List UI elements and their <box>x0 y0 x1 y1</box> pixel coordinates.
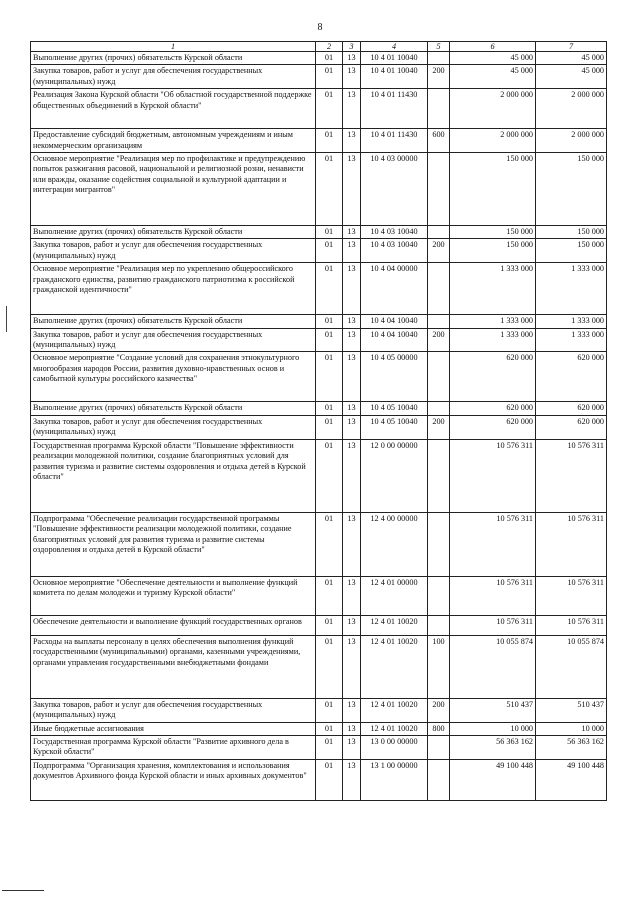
table-row <box>31 226 607 239</box>
row-amount-2: 150 000 <box>536 226 607 239</box>
row-name: Обеспечение деятельности и выполнение функций государственных органов <box>31 615 316 635</box>
row-amount-1: 150 000 <box>450 226 536 239</box>
row-section: 01 <box>316 263 343 315</box>
row-target-code: 10 4 01 10040 <box>361 52 428 65</box>
row-subsection: 13 <box>343 352 361 402</box>
row-expense-type <box>428 153 450 226</box>
table-row <box>31 735 607 759</box>
row-amount-2: 620 000 <box>536 415 607 439</box>
row-target-code: 10 4 01 10040 <box>361 65 428 89</box>
row-section: 01 <box>316 722 343 735</box>
row-subsection: 13 <box>343 735 361 759</box>
table-row <box>31 328 607 352</box>
row-expense-type: 800 <box>428 722 450 735</box>
row-section: 01 <box>316 226 343 239</box>
table-row <box>31 65 607 89</box>
row-section: 01 <box>316 402 343 415</box>
row-expense-type: 600 <box>428 129 450 153</box>
row-expense-type: 100 <box>428 635 450 698</box>
row-subsection: 13 <box>343 635 361 698</box>
row-section: 01 <box>316 415 343 439</box>
row-amount-2: 2 000 000 <box>536 129 607 153</box>
row-amount-1: 620 000 <box>450 415 536 439</box>
row-expense-type <box>428 439 450 512</box>
row-amount-2: 56 363 162 <box>536 735 607 759</box>
header-row <box>31 42 607 52</box>
row-name: Основное мероприятие "Реализация мер по профилактике и предупреждению попыток разжигания расовой, национальной и религиозной розни, ненависти или вражды, оказание содействия социальной и культурной адаптации и интеграции мигрантов" <box>31 153 316 226</box>
header-cell: 6 <box>450 42 536 52</box>
row-amount-1: 2 000 000 <box>450 129 536 153</box>
margin-mark <box>6 306 7 332</box>
row-subsection: 13 <box>343 415 361 439</box>
table-row <box>31 759 607 800</box>
row-section: 01 <box>316 512 343 576</box>
row-expense-type <box>428 402 450 415</box>
row-target-code: 10 4 04 10040 <box>361 328 428 352</box>
row-amount-1: 56 363 162 <box>450 735 536 759</box>
row-subsection: 13 <box>343 153 361 226</box>
row-target-code: 10 4 04 00000 <box>361 263 428 315</box>
row-target-code: 10 4 03 10040 <box>361 226 428 239</box>
row-expense-type <box>428 263 450 315</box>
row-expense-type <box>428 576 450 615</box>
row-amount-1: 10 576 311 <box>450 512 536 576</box>
row-subsection: 13 <box>343 315 361 328</box>
row-amount-2: 45 000 <box>536 52 607 65</box>
row-name: Государственная программа Курской области "Развитие архивного дела в Курской области" <box>31 735 316 759</box>
row-target-code: 12 4 01 10020 <box>361 698 428 722</box>
row-section: 01 <box>316 759 343 800</box>
row-amount-1: 49 100 448 <box>450 759 536 800</box>
row-name: Расходы на выплаты персоналу в целях обеспечения выполнения функций государственными (муниципальными) органами, казенными учреждениями, органами управления государственными внебюджетными фондами <box>31 635 316 698</box>
row-expense-type <box>428 615 450 635</box>
row-section: 01 <box>316 65 343 89</box>
row-amount-1: 620 000 <box>450 352 536 402</box>
row-amount-2: 2 000 000 <box>536 89 607 129</box>
budget-table <box>30 41 607 801</box>
row-expense-type <box>428 226 450 239</box>
header-cell: 3 <box>343 42 361 52</box>
row-section: 01 <box>316 439 343 512</box>
row-target-code: 12 4 01 00000 <box>361 576 428 615</box>
row-name: Выполнение других (прочих) обязательств Курской области <box>31 402 316 415</box>
row-name: Подпрограмма "Организация хранения, комплектования и использования документов Архивного фонда Курской области и иных архивных документов" <box>31 759 316 800</box>
row-section: 01 <box>316 735 343 759</box>
row-amount-2: 1 333 000 <box>536 328 607 352</box>
row-amount-2: 620 000 <box>536 402 607 415</box>
row-section: 01 <box>316 153 343 226</box>
row-section: 01 <box>316 89 343 129</box>
table-row <box>31 576 607 615</box>
row-name: Основное мероприятие "Реализация мер по укреплению общероссийского гражданского единства, развитию гражданского патриотизма к российской гражданской идентичности" <box>31 263 316 315</box>
row-amount-2: 510 437 <box>536 698 607 722</box>
row-expense-type <box>428 315 450 328</box>
row-amount-1: 620 000 <box>450 402 536 415</box>
row-name: Закупка товаров, работ и услуг для обеспечения государственных (муниципальных) нужд <box>31 328 316 352</box>
table-row <box>31 263 607 315</box>
row-name: Выполнение других (прочих) обязательств Курской области <box>31 52 316 65</box>
row-name: Закупка товаров, работ и услуг для обеспечения государственных (муниципальных) нужд <box>31 65 316 89</box>
table-row <box>31 52 607 65</box>
row-subsection: 13 <box>343 722 361 735</box>
row-name: Подпрограмма "Обеспечение реализации государственной программы "Повышение эффективности реализации молодежной политики, создание благоприятных условий для развития туризма и развитие системы оздоровления и отдыха детей в Курской области" <box>31 512 316 576</box>
row-target-code: 12 4 01 10020 <box>361 635 428 698</box>
row-target-code: 10 4 05 10040 <box>361 415 428 439</box>
row-target-code: 10 4 03 10040 <box>361 239 428 263</box>
row-expense-type: 200 <box>428 239 450 263</box>
row-subsection: 13 <box>343 615 361 635</box>
header-cell: 4 <box>361 42 428 52</box>
footer-line <box>2 890 44 891</box>
row-target-code: 10 4 03 00000 <box>361 153 428 226</box>
header-cell: 1 <box>31 42 316 52</box>
row-amount-2: 620 000 <box>536 352 607 402</box>
row-subsection: 13 <box>343 129 361 153</box>
row-section: 01 <box>316 129 343 153</box>
row-amount-2: 10 576 311 <box>536 439 607 512</box>
row-amount-1: 10 055 874 <box>450 635 536 698</box>
table-row <box>31 89 607 129</box>
table-row <box>31 315 607 328</box>
row-expense-type: 200 <box>428 415 450 439</box>
row-subsection: 13 <box>343 226 361 239</box>
row-expense-type <box>428 512 450 576</box>
row-name: Иные бюджетные ассигнования <box>31 722 316 735</box>
header-cell: 7 <box>536 42 607 52</box>
row-name: Государственная программа Курской области "Повышение эффективности реализации молодежной политики, создание благоприятных условий для развития туризма и развитие системы оздоровления и отдыха детей в Курской области" <box>31 439 316 512</box>
row-subsection: 13 <box>343 698 361 722</box>
row-amount-2: 10 576 311 <box>536 576 607 615</box>
table-row <box>31 402 607 415</box>
row-name: Выполнение других (прочих) обязательств Курской области <box>31 226 316 239</box>
row-amount-2: 150 000 <box>536 239 607 263</box>
row-expense-type <box>428 89 450 129</box>
row-name: Основное мероприятие "Создание условий для сохранения этнокультурного многообразия народов России, развития духовно-нравственных основ и самобытной культуры российского казачества" <box>31 352 316 402</box>
row-section: 01 <box>316 576 343 615</box>
row-amount-1: 510 437 <box>450 698 536 722</box>
table-row <box>31 615 607 635</box>
row-amount-2: 45 000 <box>536 65 607 89</box>
table-row <box>31 512 607 576</box>
row-target-code: 12 4 01 10020 <box>361 615 428 635</box>
row-section: 01 <box>316 239 343 263</box>
table-row <box>31 439 607 512</box>
row-subsection: 13 <box>343 512 361 576</box>
row-amount-2: 10 055 874 <box>536 635 607 698</box>
row-amount-1: 45 000 <box>450 65 536 89</box>
row-expense-type <box>428 759 450 800</box>
row-amount-2: 150 000 <box>536 153 607 226</box>
row-section: 01 <box>316 615 343 635</box>
row-name: Основное мероприятие "Обеспечение деятельности и выполнение функций комитета по делам молодежи и туризму Курской области" <box>31 576 316 615</box>
row-section: 01 <box>316 635 343 698</box>
row-amount-2: 49 100 448 <box>536 759 607 800</box>
row-name: Реализация Закона Курской области "Об областной государственной поддержке общественных объединений в Курской области" <box>31 89 316 129</box>
row-section: 01 <box>316 698 343 722</box>
row-name: Выполнение других (прочих) обязательств Курской области <box>31 315 316 328</box>
table-row <box>31 153 607 226</box>
row-target-code: 10 4 05 10040 <box>361 402 428 415</box>
page-number: 8 <box>317 22 323 33</box>
row-expense-type <box>428 352 450 402</box>
row-amount-1: 10 576 311 <box>450 615 536 635</box>
row-target-code: 12 4 01 10020 <box>361 722 428 735</box>
row-amount-1: 1 333 000 <box>450 328 536 352</box>
row-amount-1: 10 576 311 <box>450 439 536 512</box>
row-expense-type: 200 <box>428 65 450 89</box>
row-subsection: 13 <box>343 89 361 129</box>
table-row <box>31 415 607 439</box>
row-subsection: 13 <box>343 263 361 315</box>
row-target-code: 13 1 00 00000 <box>361 759 428 800</box>
row-target-code: 12 0 00 00000 <box>361 439 428 512</box>
row-name: Закупка товаров, работ и услуг для обеспечения государственных (муниципальных) нужд <box>31 239 316 263</box>
row-target-code: 10 4 04 10040 <box>361 315 428 328</box>
table-row <box>31 352 607 402</box>
row-expense-type: 200 <box>428 698 450 722</box>
table-row <box>31 239 607 263</box>
row-amount-2: 1 333 000 <box>536 263 607 315</box>
row-subsection: 13 <box>343 239 361 263</box>
row-amount-2: 10 000 <box>536 722 607 735</box>
row-name: Закупка товаров, работ и услуг для обеспечения государственных (муниципальных) нужд <box>31 698 316 722</box>
row-amount-1: 150 000 <box>450 239 536 263</box>
row-section: 01 <box>316 328 343 352</box>
row-section: 01 <box>316 315 343 328</box>
row-section: 01 <box>316 52 343 65</box>
row-amount-1: 1 333 000 <box>450 315 536 328</box>
row-subsection: 13 <box>343 65 361 89</box>
table-row <box>31 698 607 722</box>
row-expense-type: 200 <box>428 328 450 352</box>
row-amount-1: 2 000 000 <box>450 89 536 129</box>
table-row <box>31 635 607 698</box>
row-target-code: 10 4 05 00000 <box>361 352 428 402</box>
row-amount-1: 1 333 000 <box>450 263 536 315</box>
table-row <box>31 722 607 735</box>
row-amount-2: 1 333 000 <box>536 315 607 328</box>
row-subsection: 13 <box>343 576 361 615</box>
row-amount-2: 10 576 311 <box>536 615 607 635</box>
header-cell: 5 <box>428 42 450 52</box>
row-subsection: 13 <box>343 328 361 352</box>
table-row <box>31 129 607 153</box>
row-subsection: 13 <box>343 402 361 415</box>
row-subsection: 13 <box>343 759 361 800</box>
row-target-code: 12 4 00 00000 <box>361 512 428 576</box>
row-name: Закупка товаров, работ и услуг для обеспечения государственных (муниципальных) нужд <box>31 415 316 439</box>
row-name: Предоставление субсидий бюджетным, автономным учреждениям и иным некоммерческим организациям <box>31 129 316 153</box>
row-amount-1: 150 000 <box>450 153 536 226</box>
row-amount-1: 10 576 311 <box>450 576 536 615</box>
row-target-code: 13 0 00 00000 <box>361 735 428 759</box>
row-target-code: 10 4 01 11430 <box>361 129 428 153</box>
row-target-code: 10 4 01 11430 <box>361 89 428 129</box>
row-expense-type <box>428 735 450 759</box>
row-amount-2: 10 576 311 <box>536 512 607 576</box>
row-section: 01 <box>316 352 343 402</box>
row-amount-1: 45 000 <box>450 52 536 65</box>
row-subsection: 13 <box>343 52 361 65</box>
header-cell: 2 <box>316 42 343 52</box>
row-amount-1: 10 000 <box>450 722 536 735</box>
row-subsection: 13 <box>343 439 361 512</box>
row-expense-type <box>428 52 450 65</box>
